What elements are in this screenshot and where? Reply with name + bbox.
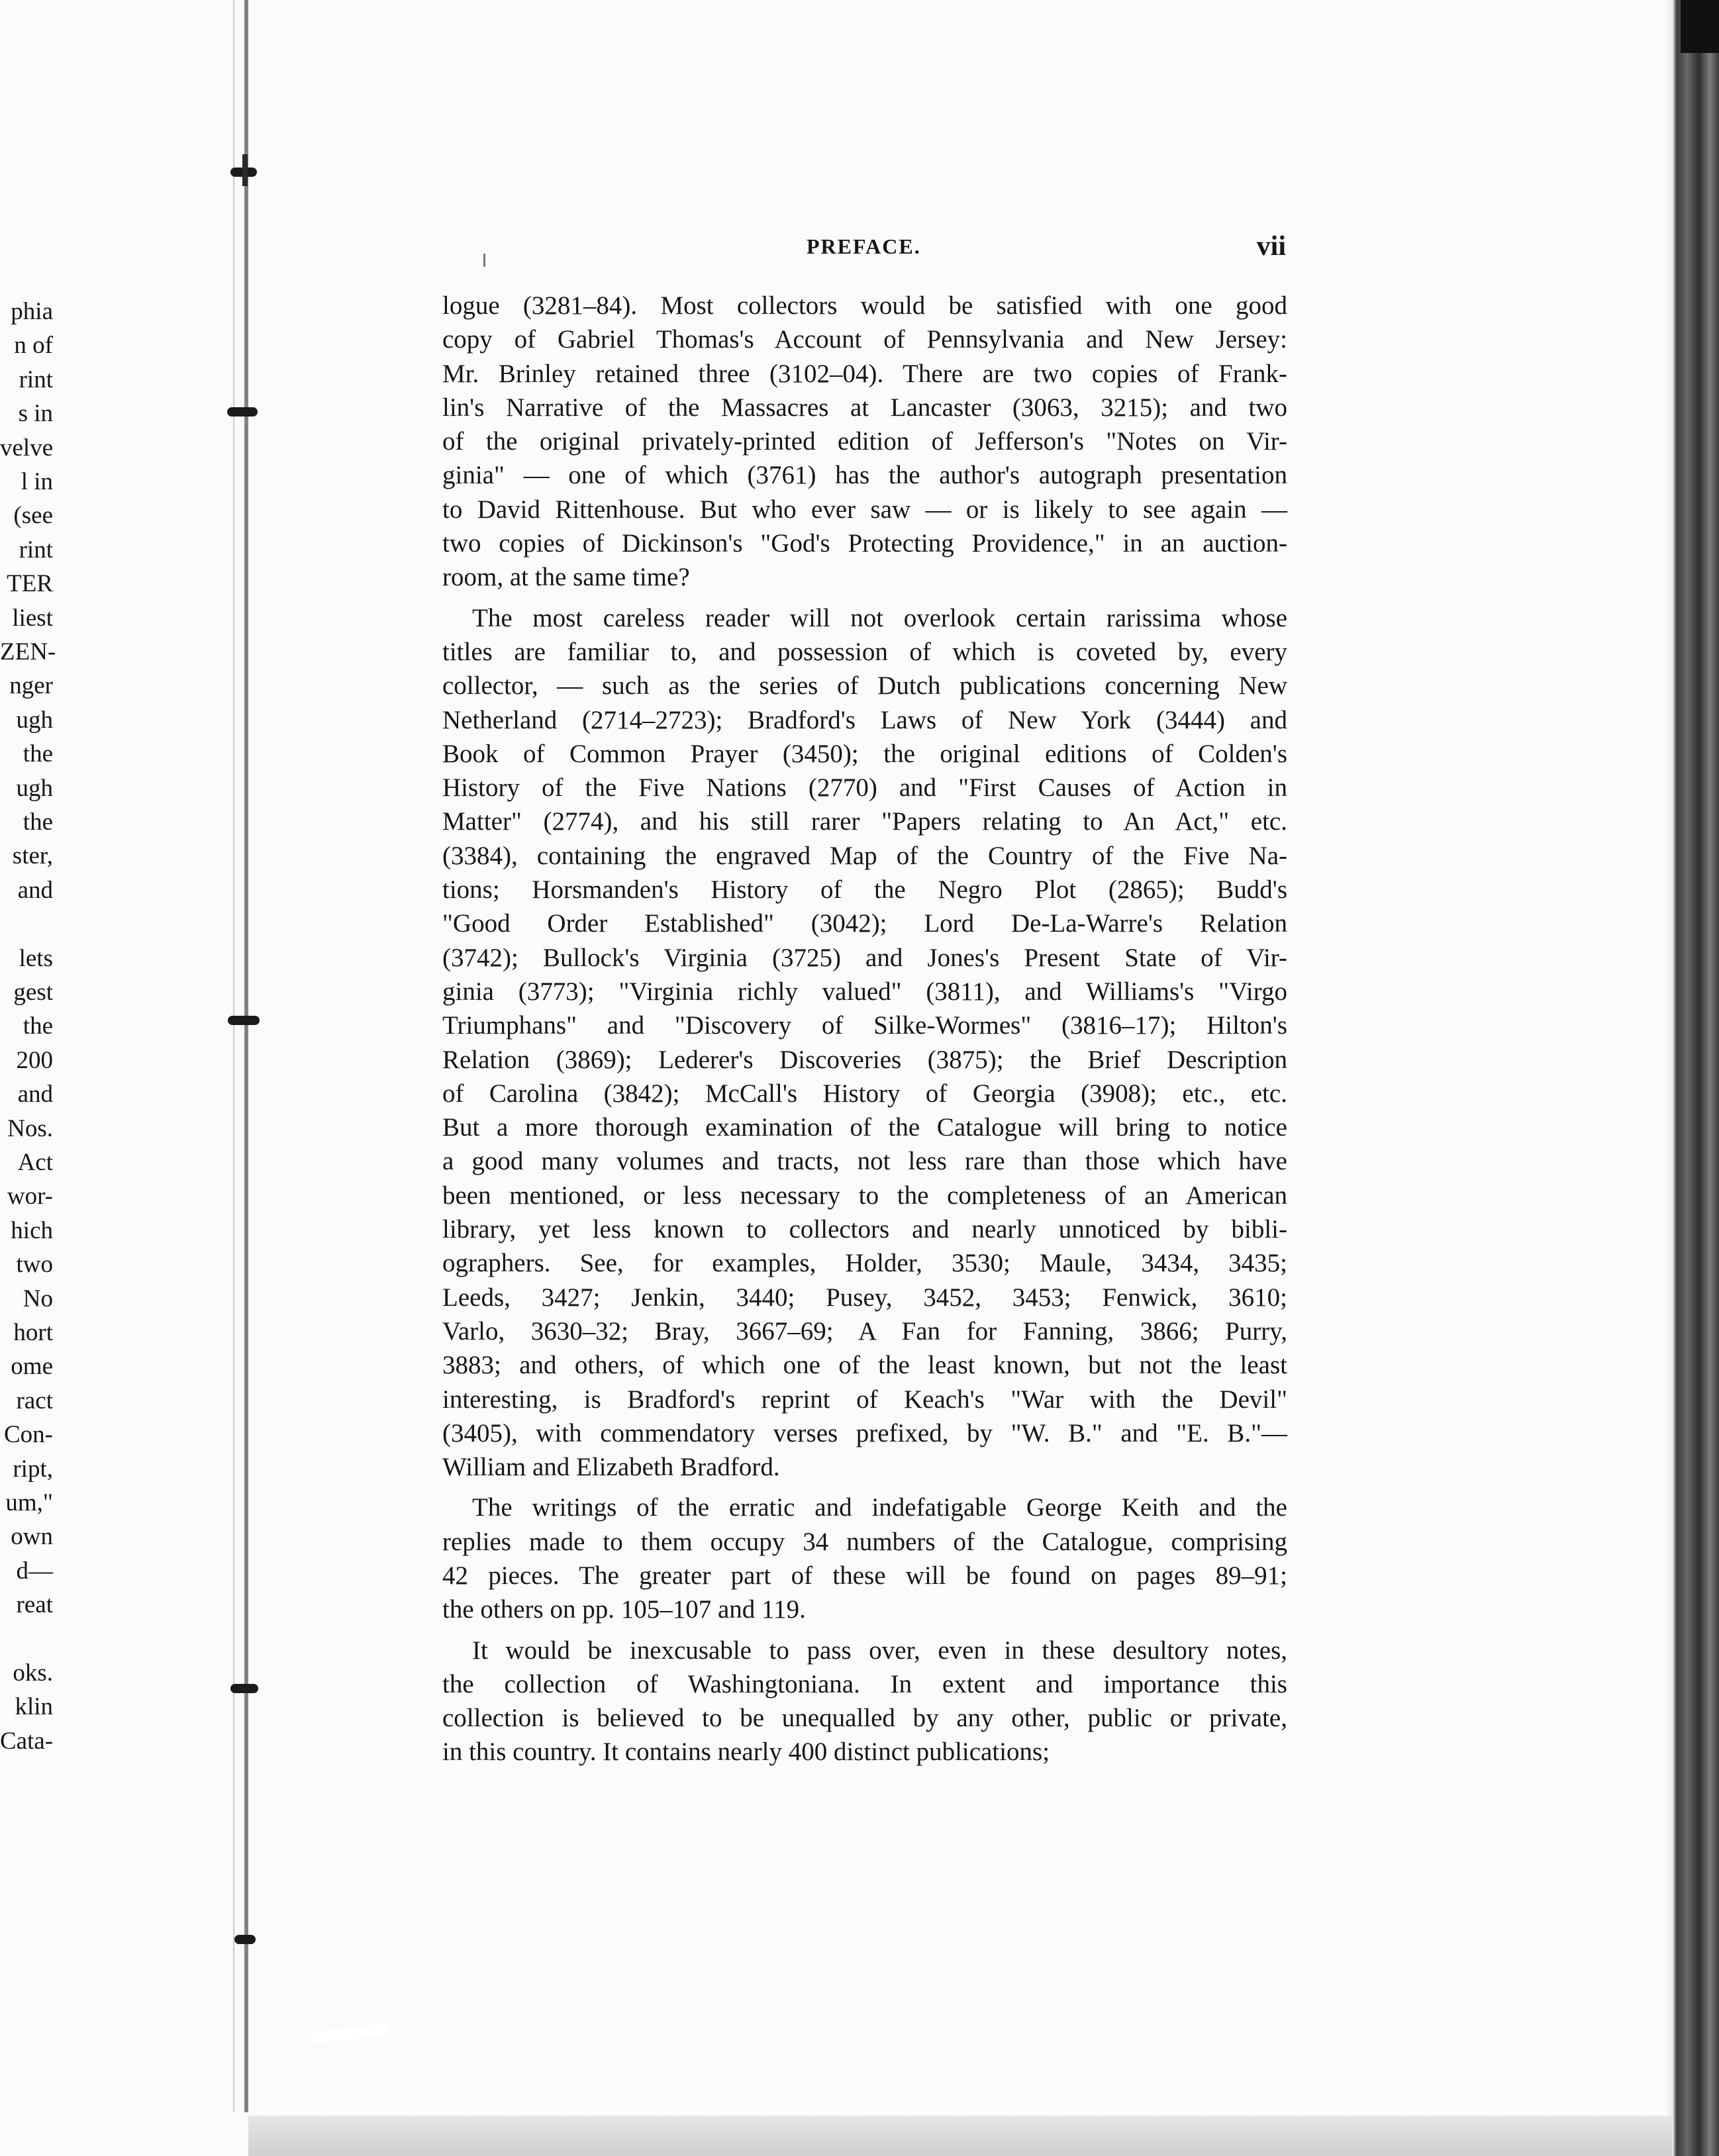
paragraph [442, 1634, 1287, 1769]
binding-tack [234, 1935, 256, 1944]
left-page-line: and [17, 1081, 53, 1108]
left-page-line: the [23, 808, 53, 836]
text-line: Triumphans" and "Discovery of Silke-Wormes" (3816–17); Hilton's [442, 1011, 1287, 1040]
text-line: Book of Common Prayer (3450); the original editions of Colden's [442, 739, 1287, 768]
left-page-line: the [23, 1012, 53, 1040]
binding-tack [228, 1016, 260, 1025]
paragraph [442, 601, 1287, 1485]
left-page-line: oks. [13, 1659, 53, 1687]
left-page-line: lets [19, 944, 53, 972]
left-page-line: phia [11, 298, 53, 325]
page-number: vii [1256, 231, 1286, 262]
left-page-line: (see [13, 502, 53, 530]
binding-rule [244, 0, 248, 2112]
text-line: History of the Five Nations (2770) and "First Causes of Action in [442, 773, 1287, 803]
text-line: in this country. It contains nearly 400 distinct publications; [442, 1738, 1050, 1767]
left-page-line: velve [0, 434, 54, 462]
left-page-line: d— [16, 1557, 53, 1585]
text-line: the others on pp. 105–107 and 119. [442, 1595, 806, 1624]
text-line: It would be inexcusable to pass over, even in these desultory notes, [472, 1636, 1287, 1665]
text-line: been mentioned, or less necessary to the completeness of an American [442, 1181, 1287, 1210]
binding-tack-post [242, 154, 248, 186]
running-head [445, 230, 1286, 264]
text-line: (3405), with commendatory verses prefixed, by "W. B." and "E. B."— [442, 1418, 1287, 1447]
text-line: Relation (3869); Lederer's Discoveries (3875); the Brief Description [442, 1045, 1287, 1074]
left-page-line: ugh [16, 706, 53, 734]
left-page-line: two [16, 1251, 53, 1279]
left-page-line: 200 [16, 1046, 53, 1074]
left-page-line: ugh [16, 774, 53, 802]
left-page-line: TER [7, 570, 53, 598]
paragraph-gap [442, 1484, 1287, 1491]
left-page-line: hort [13, 1319, 53, 1346]
text-line: But a more thorough examination of the Catalogue will bring to notice [442, 1113, 1287, 1142]
text-line: Netherland (2714–2723); Bradford's Laws of New York (3444) and [442, 705, 1287, 734]
text-line: the collection of Washingtoniana. In extent and importance this [442, 1669, 1287, 1698]
text-line: ginia" — one of which (3761) has the author's autograph presentation [442, 461, 1287, 490]
body-text [442, 289, 1287, 1769]
text-line: Varlo, 3630–32; Bray, 3667–69; A Fan for Fanning, 3866; Purry, [442, 1316, 1287, 1346]
text-line: logue (3281–84). Most collectors would be satisfied with one good [442, 291, 1287, 320]
left-page-line: hich [11, 1216, 53, 1244]
text-line: interesting, is Bradford's reprint of Keach's "War with the Devil" [442, 1385, 1287, 1414]
text-line: of the original privately-printed edition of Jefferson's "Notes on Vir- [442, 427, 1287, 456]
left-page-line: nger [9, 672, 53, 700]
text-line: collection is believed to be unequalled by any other, public or private, [442, 1704, 1287, 1733]
text-line: Mr. Brinley retained three (3102–04). There are two copies of Frank- [442, 359, 1287, 388]
text-line: 3883; and others, of which one of the least known, but not the least [442, 1351, 1287, 1380]
text-line: collector, — such as the series of Dutch publications concerning New [442, 671, 1287, 701]
left-page-line: um," [5, 1489, 53, 1516]
left-page-line: Nos. [7, 1114, 53, 1142]
text-line: (3384), containing the engraved Map of the Country of the Five Na- [442, 841, 1287, 870]
text-line: Matter" (2774), and his still rarer "Papers relating to An Act," etc. [442, 807, 1287, 836]
left-page-line: n of [14, 332, 53, 360]
paragraph [442, 289, 1287, 595]
paragraph [442, 1491, 1287, 1626]
text-line: replies made to them occupy 34 numbers of the Catalogue, comprising [442, 1527, 1287, 1556]
gutter-shadow [233, 0, 234, 2112]
left-page-line: rint [19, 536, 53, 564]
text-line: William and Elizabeth Bradford. [442, 1453, 780, 1482]
left-page-line: No [23, 1285, 53, 1312]
binding-tack [227, 407, 258, 416]
left-page-line: ZEN- [0, 638, 56, 665]
left-page-line: own [11, 1523, 53, 1551]
left-page-line: and [17, 876, 53, 904]
left-page-line: ome [11, 1353, 53, 1381]
left-page-line: Con- [4, 1421, 53, 1449]
text-line: room, at the same time? [442, 563, 690, 592]
paragraph-gap [442, 595, 1287, 601]
left-page-line: the [23, 740, 53, 768]
text-line: library, yet less known to collectors and nearly unnoticed by bibli- [442, 1215, 1287, 1244]
text-line: (3742); Bullock's Virginia (3725) and Jones's Present State of Vir- [442, 943, 1287, 972]
left-page-line: l in [21, 468, 53, 495]
text-line: a good many volumes and tracts, not less rare than those which have [442, 1147, 1287, 1176]
left-page-line: ript, [13, 1455, 53, 1483]
running-head-title: PREFACE. [807, 234, 921, 258]
left-page-line: rint [19, 366, 53, 393]
text-line: to David Rittenhouse. But who ever saw — or is likely to see again — [442, 495, 1287, 524]
text-line: Leeds, 3427; Jenkin, 3440; Pusey, 3452, 3453; Fenwick, 3610; [442, 1283, 1287, 1312]
binding-tack [230, 1684, 258, 1693]
left-page-line: liest [12, 604, 53, 632]
text-line: of Carolina (3842); McCall's History of Georgia (3908); etc., etc. [442, 1079, 1287, 1108]
text-line: ographers. See, for examples, Holder, 3530; Maule, 3434, 3435; [442, 1249, 1287, 1278]
text-line: titles are familiar to, and possession of which is coveted by, every [442, 637, 1287, 666]
paragraph-gap [442, 1627, 1287, 1634]
left-page-line: ract [16, 1387, 53, 1414]
left-page-line: gest [13, 979, 53, 1006]
text-line: ginia (3773); "Virginia richly valued" (3811), and Williams's "Virgo [442, 977, 1287, 1006]
text-line: "Good Order Established" (3042); Lord De-La-Warre's Relation [442, 909, 1287, 938]
left-page-line: Act [17, 1149, 53, 1176]
text-line: The most careless reader will not overlook certain rarissima whose [472, 603, 1287, 632]
text-line: The writings of the erratic and indefatigable George Keith and the [472, 1493, 1287, 1522]
bottom-edge-shadow [248, 2116, 1672, 2156]
text-line: lin's Narrative of the Massacres at Lancaster (3063, 3215); and two [442, 393, 1287, 422]
printer-mark [483, 254, 485, 267]
text-line: copy of Gabriel Thomas's Account of Pennsylvania and New Jersey: [442, 325, 1287, 354]
left-page-line: klin [15, 1693, 53, 1721]
left-page-line: wor- [7, 1183, 53, 1210]
text-line: two copies of Dickinson's "God's Protecting Providence," in an auction- [442, 529, 1287, 558]
text-line: 42 pieces. The greater part of these will be found on pages 89–91; [442, 1561, 1287, 1590]
left-page-line: Cata- [0, 1727, 54, 1755]
page-corner-shadow [1681, 0, 1719, 53]
ink-smudge [311, 2023, 391, 2044]
left-page-line: s in [18, 400, 53, 428]
left-page-line: reat [16, 1591, 53, 1619]
text-line: tions; Horsmanden's History of the Negro Plot (2865); Budd's [442, 875, 1287, 905]
left-page-line: ster, [12, 842, 53, 870]
page-edge-shadow [1667, 0, 1719, 2156]
